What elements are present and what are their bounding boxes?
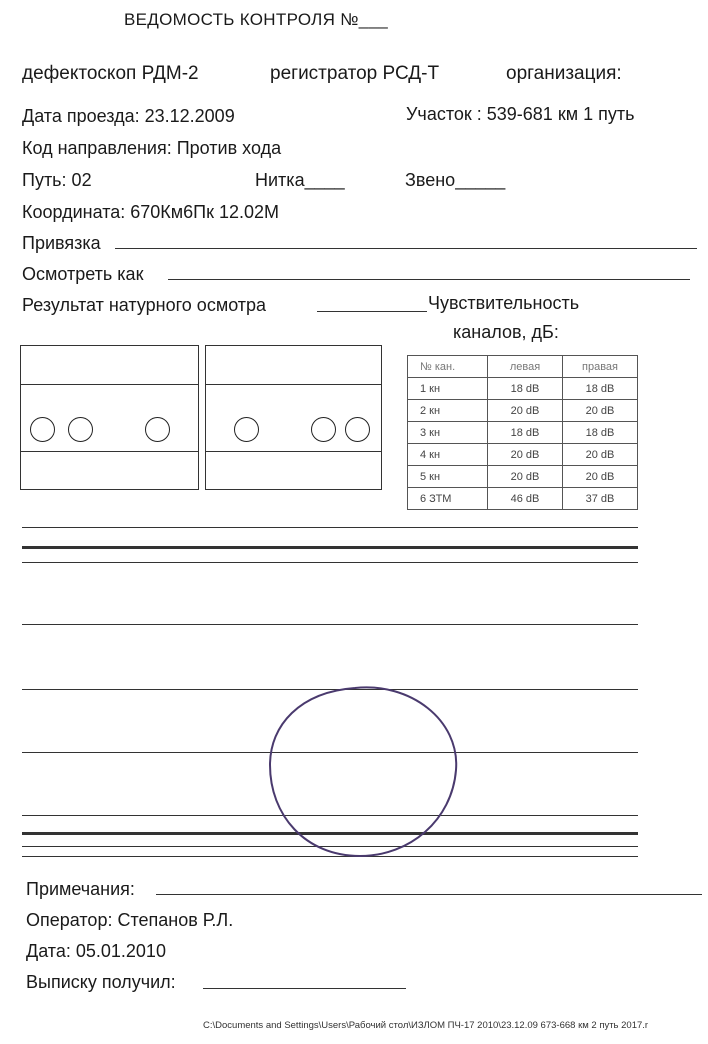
bolt-hole <box>145 417 170 442</box>
channel-cell: 2 кн <box>408 400 488 422</box>
bolt-hole <box>234 417 259 442</box>
track-number: Путь: 02 <box>22 170 92 190</box>
table-header-row <box>408 356 638 378</box>
section-field: Участок : 539-681 км 1 путь <box>406 104 635 124</box>
table-row <box>408 400 638 422</box>
organization-label: организация: <box>506 63 622 84</box>
bolt-hole <box>68 417 93 442</box>
right-value-cell: 20 dB <box>563 400 638 422</box>
file-path-footer: C:\Documents and Settings\Users\Рабочий стол\ИЗЛОМ ПЧ-17 2010\23.12.09 673-668 км 2 путь 2017.r <box>203 1020 649 1031</box>
link-field: Звено_____ <box>405 170 506 190</box>
right-value-cell: 18 dB <box>563 378 638 400</box>
trip-date: Дата проезда: 23.12.2009 <box>22 106 235 126</box>
received-by-fill-line <box>203 988 406 989</box>
column-header: № кан. <box>408 356 488 378</box>
left-value-cell: 20 dB <box>488 444 563 466</box>
rail-thread-field: Нитка____ <box>255 170 345 190</box>
inspect-as-label: Осмотреть как <box>22 264 144 284</box>
flaw-detector-label: дефектоскоп РДМ-2 <box>22 63 199 84</box>
channel-cell: 1 кн <box>408 378 488 400</box>
right-value-cell: 37 dB <box>563 488 638 510</box>
bolt-hole <box>345 417 370 442</box>
defectogram-line <box>22 624 638 625</box>
left-value-cell: 46 dB <box>488 488 563 510</box>
operator-field: Оператор: Степанов Р.Л. <box>26 910 234 930</box>
defectogram-line <box>22 562 638 563</box>
binding-label: Привязка <box>22 233 101 253</box>
table-row <box>408 422 638 444</box>
sensitivity-subtitle: каналов, дБ: <box>453 322 559 342</box>
channel-cell: 4 кн <box>408 444 488 466</box>
notes-fill-line <box>156 894 702 895</box>
table-row <box>408 444 638 466</box>
sensitivity-title: Чувствительность <box>428 293 580 313</box>
table-row <box>408 466 638 488</box>
recorder-label: регистратор РСД-Т <box>270 63 440 84</box>
field-result-label: Результат натурного осмотра <box>22 295 267 315</box>
right-value-cell: 20 dB <box>563 444 638 466</box>
sensitivity-table <box>407 355 638 510</box>
left-value-cell: 18 dB <box>488 378 563 400</box>
channel-cell: 3 кн <box>408 422 488 444</box>
left-value-cell: 20 dB <box>488 400 563 422</box>
hand-drawn-circle-mark <box>260 680 470 865</box>
received-by-label: Выписку получил: <box>26 972 176 992</box>
right-value-cell: 20 dB <box>563 466 638 488</box>
field-result-fill-line <box>317 311 427 312</box>
column-header: левая <box>488 356 563 378</box>
inspect-as-fill-line <box>168 279 690 280</box>
direction-code: Код направления: Против хода <box>22 138 282 158</box>
column-header: правая <box>563 356 638 378</box>
table-row <box>408 378 638 400</box>
notes-label: Примечания: <box>26 879 135 899</box>
coordinate-field: Координата: 670Км6Пк 12.02М <box>22 202 280 222</box>
left-value-cell: 18 dB <box>488 422 563 444</box>
bolt-hole <box>30 417 55 442</box>
document-title: ВЕДОМОСТЬ КОНТРОЛЯ №___ <box>124 10 389 29</box>
signed-date-field: Дата: 05.01.2010 <box>26 941 166 961</box>
bolt-hole <box>311 417 336 442</box>
right-value-cell: 18 dB <box>563 422 638 444</box>
channel-cell: 5 кн <box>408 466 488 488</box>
channel-cell: 6 ЗТМ <box>408 488 488 510</box>
defectogram-line <box>22 527 638 528</box>
table-row <box>408 488 638 510</box>
left-value-cell: 20 dB <box>488 466 563 488</box>
defectogram-line <box>22 546 638 549</box>
binding-fill-line <box>115 248 697 249</box>
